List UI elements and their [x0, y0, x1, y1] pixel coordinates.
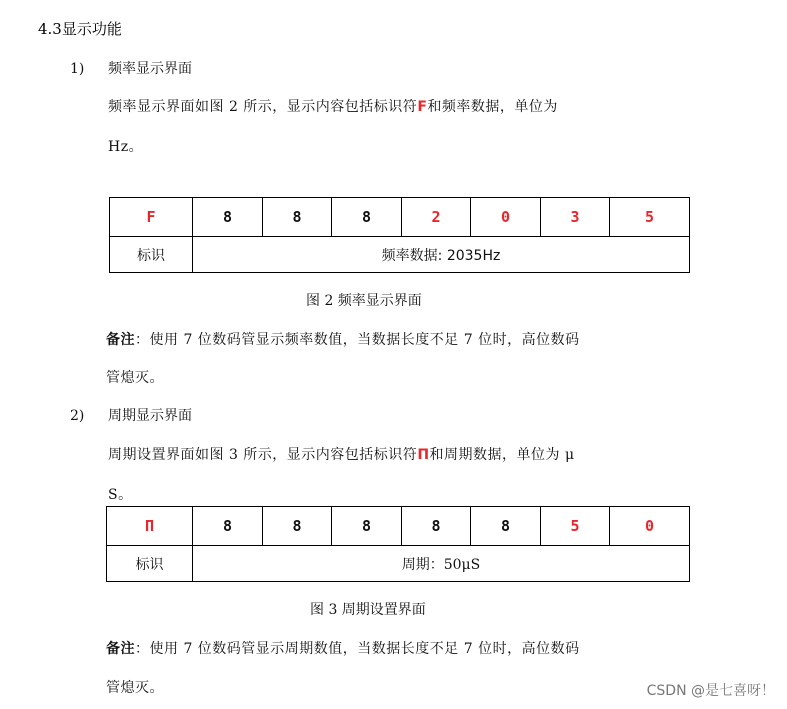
freq-digit: 0	[471, 198, 541, 237]
freq-item-heading	[70, 58, 192, 78]
freq-note	[106, 329, 580, 349]
period-description	[108, 444, 575, 464]
period-note-label: 备注	[106, 641, 135, 657]
freq-digit: 8	[332, 198, 402, 237]
period-digit: 0	[610, 507, 690, 546]
freq-caption: 图 2 频率显示界面	[306, 293, 422, 309]
period-desc-line2: S。	[108, 487, 133, 503]
period-desc-b: 和周期数据，单位为 μ	[429, 447, 575, 463]
period-caption: 图 3 周期设置界面	[310, 602, 426, 618]
freq-symbol-glyph: F	[417, 99, 428, 115]
freq-item-title: 频率显示界面	[108, 61, 192, 77]
period-value-cell: 周期：50μS	[193, 546, 690, 582]
freq-digit: 2	[402, 198, 471, 237]
freq-digit: 8	[263, 198, 332, 237]
period-item-heading	[70, 405, 192, 425]
period-note	[106, 638, 580, 658]
period-digit: 8	[263, 507, 332, 546]
period-digit: 5	[541, 507, 610, 546]
section-title: 4.3显示功能	[38, 20, 122, 38]
freq-digit: 8	[193, 198, 263, 237]
period-note-text: ：使用 7 位数码管显示周期数值，当数据长度不足 7 位时，高位数码	[135, 641, 580, 657]
period-symbol-glyph: П	[417, 447, 430, 463]
period-desc-a: 周期设置界面如图 3 所示，显示内容包括标识符	[108, 447, 418, 463]
freq-desc-a: 频率显示界面如图 2 所示，显示内容包括标识符	[108, 99, 418, 115]
freq-desc-b: 和频率数据，单位为	[427, 99, 558, 115]
freq-note-line2: 管熄灭。	[106, 370, 164, 386]
period-item-number: 2)	[70, 408, 85, 424]
freq-digit: 3	[541, 198, 610, 237]
period-digit-symbol: П	[107, 507, 193, 546]
period-note-line2: 管熄灭。	[106, 680, 164, 696]
freq-description	[108, 96, 558, 116]
period-item-title: 周期显示界面	[108, 408, 192, 424]
freq-note-label: 备注	[106, 332, 135, 348]
freq-display-table	[109, 197, 690, 273]
freq-desc-line2: Hz。	[108, 139, 144, 155]
freq-digit-symbol: F	[110, 198, 193, 237]
freq-note-text: ：使用 7 位数码管显示频率数值，当数据长度不足 7 位时，高位数码	[135, 332, 580, 348]
period-display-table	[106, 506, 690, 582]
csdn-watermark: CSDN @是七喜呀！	[646, 683, 775, 699]
period-digit: 8	[402, 507, 471, 546]
period-digit: 8	[193, 507, 263, 546]
freq-label-cell: 标识	[110, 237, 193, 273]
freq-item-number: 1)	[70, 61, 85, 77]
period-digit: 8	[471, 507, 541, 546]
period-digit: 8	[332, 507, 402, 546]
period-label-cell: 标识	[107, 546, 193, 582]
freq-value-cell: 频率数据: 2035Hz	[193, 237, 690, 273]
freq-digit: 5	[610, 198, 690, 237]
